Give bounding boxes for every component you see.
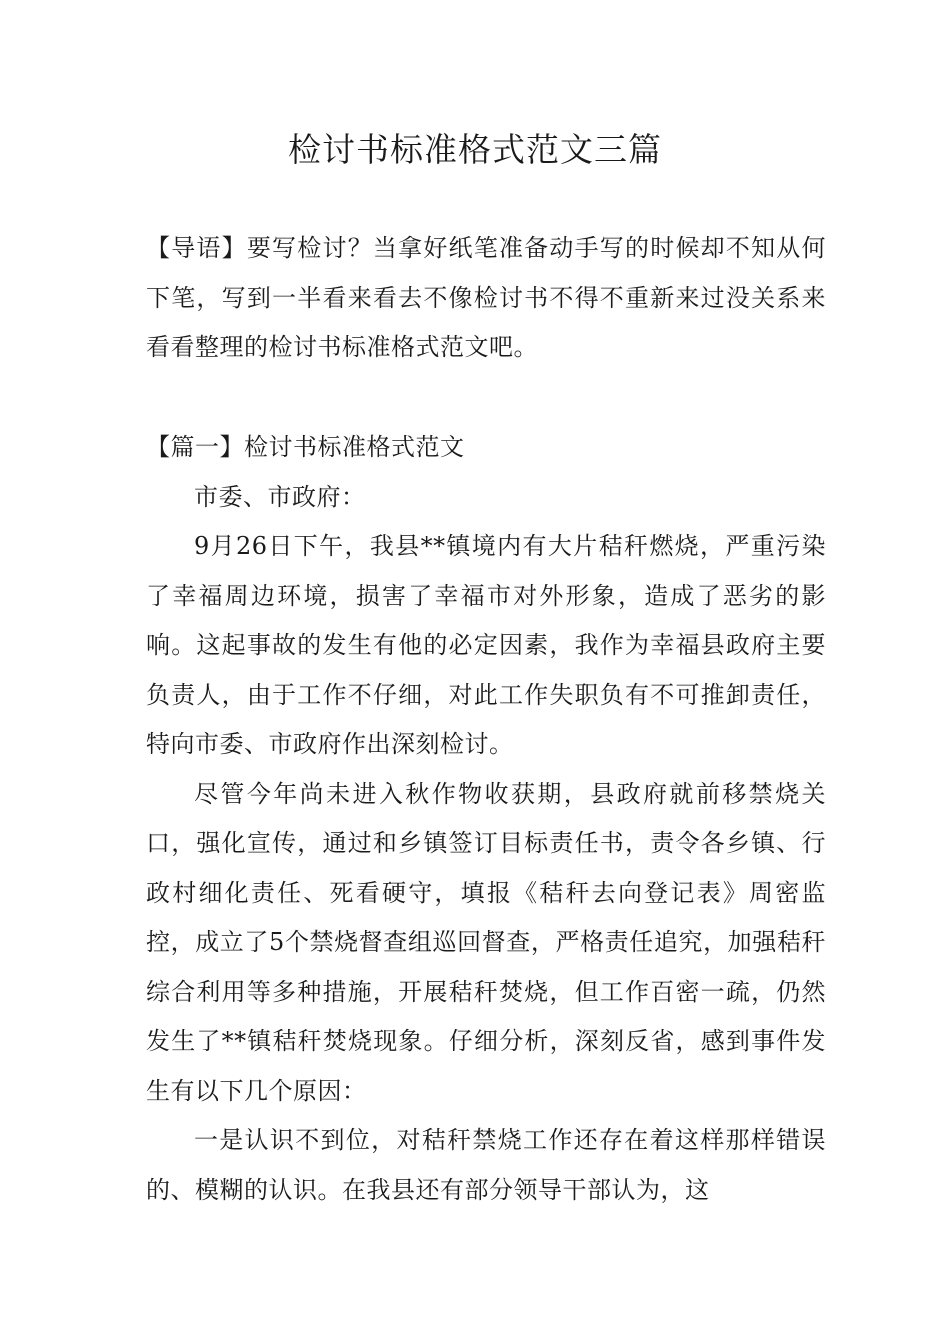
section-one — [146, 423, 826, 1215]
section-heading: 【篇一】检讨书标准格式范文 — [146, 433, 465, 461]
body-paragraph-3: 一是认识不到位，对秸秆禁烧工作还存在着这样那样错误的、模糊的认识。在我县还有部分领导干部认为，这 — [146, 1126, 826, 1204]
intro-paragraph: 【导语】要写检讨？当拿好纸笔准备动手写的时候却不知从何下笔，写到一半看来看去不像检讨书不得不重新来过没关系来看看整理的检讨书标准格式范文吧。 — [146, 234, 826, 361]
salutation: 市委、市政府： — [194, 482, 366, 511]
body-paragraph-1: 9月26日下午，我县**镇境内有大片秸秆燃烧，严重污染了幸福周边环境，损害了幸福市对外形象，造成了恶劣的影响。这起事故的发生有他的必定因素，我作为幸福县政府主要负责人，由于工作不仔细，对此工作失职负有不可推卸责任，特向市委、市政府作出深刻检讨。 — [146, 532, 826, 758]
document-title: 检讨书标准格式范文三篇 — [288, 130, 662, 169]
body-paragraph-2: 尽管今年尚未进入秋作物收获期，县政府就前移禁烧关口，强化宣传，通过和乡镇签订目标责任书，责令各乡镇、行政村细化责任、死看硬守，填报《秸秆去向登记表》周密监控，成立了5个禁烧督查组巡回督查，严格责任追究，加强秸秆综合利用等多种措施，开展秸秆焚烧，但工作百密一疏，仍然发生了**镇秸秆焚烧现象。仔细分析，深刻反省，感到事件发生有以下几个原因： — [146, 779, 826, 1105]
